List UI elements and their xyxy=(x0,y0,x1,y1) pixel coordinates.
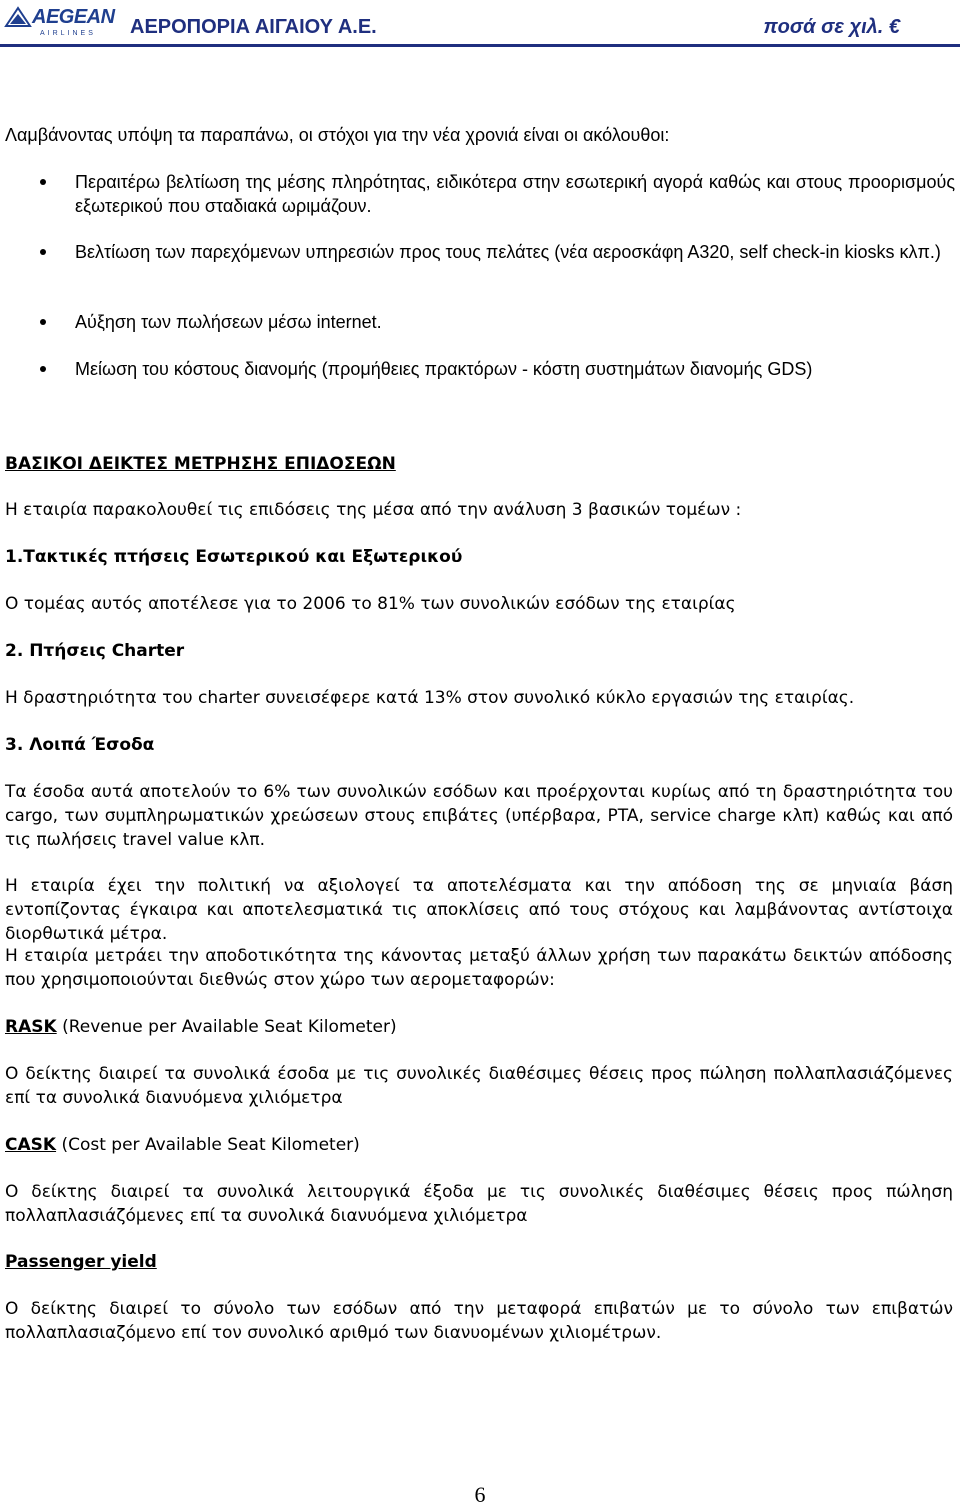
header-divider xyxy=(0,44,960,47)
amounts-note: ποσά σε χιλ. € xyxy=(763,16,900,38)
metric-heading xyxy=(5,1015,953,1039)
bullet-icon xyxy=(40,319,46,325)
page-header xyxy=(0,0,960,44)
metric-abbr: RASK xyxy=(5,1017,57,1037)
metric-heading xyxy=(5,1133,953,1157)
kpi-intro: Η εταιρία παρακολουθεί τις επιδόσεις της μέσα από την ανάλυση 3 βασικών τομέων : xyxy=(5,500,742,520)
bullet-icon xyxy=(40,179,46,185)
bird-logo-icon xyxy=(4,6,32,30)
logo-subtitle: AIRLINES xyxy=(40,30,96,37)
goal-text: Περαιτέρω βελτίωση της μέσης πληρότητας, ειδικότερα στην εσωτερική αγορά καθώς και στους προορισμούς εξωτερικού που σταδιακά ωριμάζουν. xyxy=(75,172,955,216)
goals-intro: Λαμβάνοντας υπόψη τα παραπάνω, οι στόχοι για την νέα χρονιά είναι οι ακόλουθοι: xyxy=(5,125,670,145)
metric-description: Ο δείκτης διαιρεί το σύνολο των εσόδων από την μεταφορά επιβατών με το σύνολο των επιβατών πολλαπλασιαζόμενο επί τον συνολικό αριθμό των διανυομένων χιλιομέτρων. xyxy=(5,1299,953,1343)
metric-description: Ο δείκτης διαιρεί τα συνολικά έσοδα με τις συνολικές διαθέσιμες θέσεις προς πώληση πολλαπλασιάζόμενες επί τα συνολικά διανυόμενα χιλιόμετρα xyxy=(5,1064,953,1108)
page-number: 6 xyxy=(474,1482,486,1507)
sector-title: 1.Τακτικές πτήσεις Εσωτερικού και Εξωτερικού xyxy=(5,547,463,567)
kpi-heading: ΒΑΣΙΚΟΙ ΔΕΙΚΤΕΣ ΜΕΤΡΗΣΗΣ ΕΠΙΔΟΣΕΩΝ xyxy=(5,454,396,474)
goal-text: Μείωση του κόστους διανομής (προμήθειες πρακτόρων - κόστη συστημάτων διανομής GDS) xyxy=(75,359,813,379)
metric-abbr: CASK xyxy=(5,1135,57,1155)
metric-heading xyxy=(5,1250,953,1274)
sector-title: 3. Λοιπά Έσοδα xyxy=(5,735,155,755)
metrics-intro: Η εταιρία μετράει την αποδοτικότητα της κάνοντας μεταξύ άλλων χρήση των παρακάτω δεικτών απόδοσης που χρησιμοποιούνται διεθνώς στον χώρο των αερομεταφορών: xyxy=(5,946,953,990)
policy-text: Η εταιρία έχει την πολιτική να αξιολογεί τα αποτελέσματα και την απόδοση της σε μηνιαία βάση εντοπίζοντας έγκαιρα και αποτελεσματικά τις αποκλίσεις από τους στόχους και λαμβάνοντας αντίστοιχα διορθωτικά μέτρα. xyxy=(5,876,953,944)
aegean-logo xyxy=(4,4,115,40)
logo-name: AEGEAN xyxy=(32,6,115,28)
metric-description: Ο δείκτης διαιρεί τα συνολικά λειτουργικά έξοδα με τις συνολικές διαθέσιμες θέσεις προς πώληση πολλαπλασιάζόμενες επί τα συνολικά διανυόμενα χιλιόμετρα xyxy=(5,1182,953,1226)
goal-text: Αύξηση των πωλήσεων μέσω internet. xyxy=(75,312,382,332)
sector-text: Η δραστηριότητα του charter συνεισέφερε κατά 13% στον συνολικό κύκλο εργασιών της εταιρίας. xyxy=(5,688,855,708)
metric-full-name: (Revenue per Available Seat Kilometer) xyxy=(56,1017,397,1037)
metric-abbr: Passenger yield xyxy=(5,1252,157,1272)
goal-text: Βελτίωση των παρεχόμενων υπηρεσιών προς τους πελάτες (νέα αεροσκάφη Α320, self check-in kiosks κλπ.) xyxy=(75,242,941,262)
bullet-icon xyxy=(40,249,46,255)
sector-title: 2. Πτήσεις Charter xyxy=(5,641,185,661)
metric-full-name: (Cost per Available Seat Kilometer) xyxy=(56,1135,360,1155)
sector-text: Ο τομέας αυτός αποτέλεσε για το 2006 το 81% των συνολικών εσόδων της εταιρίας xyxy=(5,594,736,614)
sector-text: Τα έσοδα αυτά αποτελούν το 6% των συνολικών εσόδων και προέρχονται κυρίως από τη δραστηριότητα του cargo, των συμπληρωματικών χρεώσεων στους επιβάτες (υπέρβαρα, PTA, service charge κλπ) καθώς και από τις πωλήσεις travel value κλπ. xyxy=(5,782,953,850)
company-name: ΑΕΡΟΠΟΡΙΑ ΑΙΓΑΙΟΥ Α.Ε. xyxy=(130,16,377,38)
bullet-icon xyxy=(40,366,46,372)
